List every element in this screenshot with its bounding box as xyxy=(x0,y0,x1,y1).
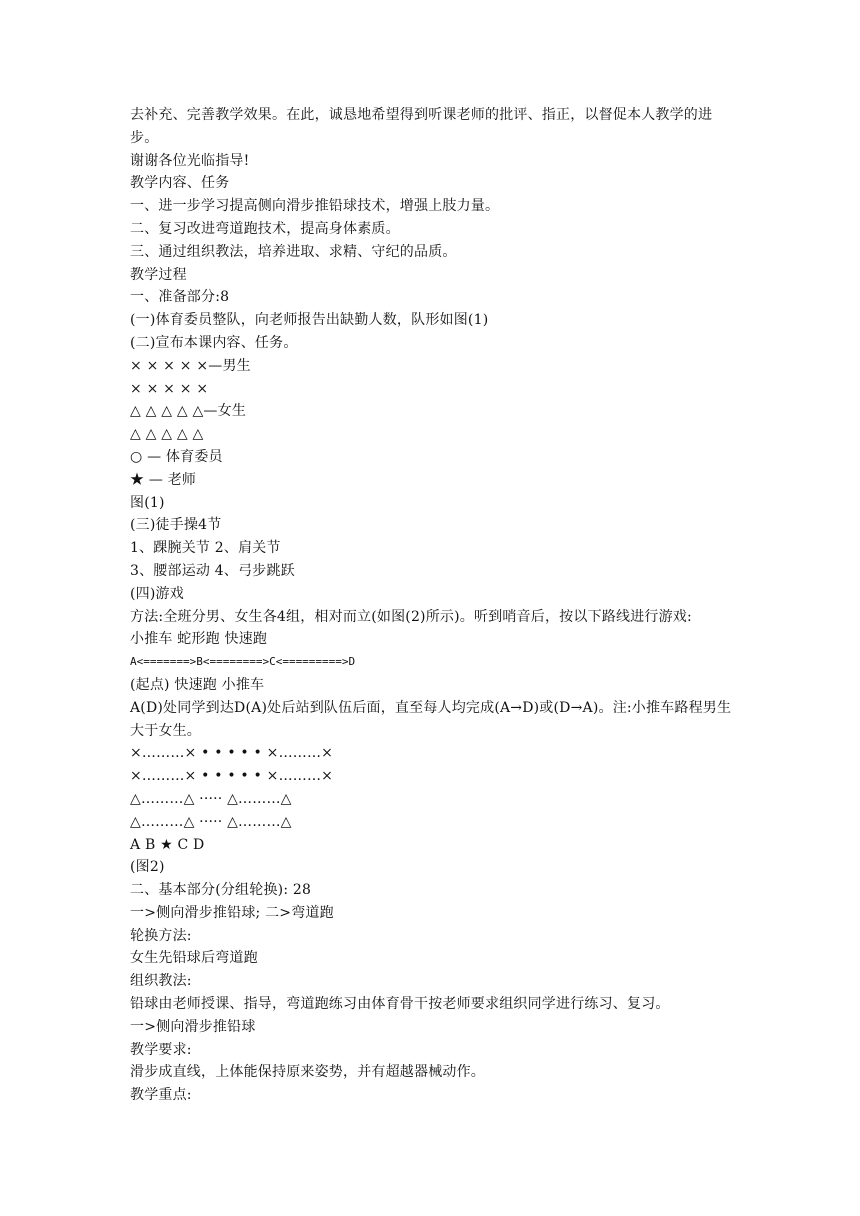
requirements-label: 教学要求: xyxy=(130,1041,192,1058)
organization-label: 组织教法: xyxy=(130,973,192,990)
formation-row-boys-1: × × × × ×—男生 xyxy=(130,357,251,374)
figure-2-caption: (图2) xyxy=(130,859,165,876)
rotation-method-label: 轮换方法: xyxy=(130,927,192,944)
intro-paragraph: 去补充、完善教学效果。在此，诚恳地希望得到听课老师的批评、指正，以督促本人教学的进步。 xyxy=(130,107,713,146)
prep-step-3: (三)徒手操4节 xyxy=(130,517,222,534)
legend-sports-committee: ○ — 体育委员 xyxy=(130,448,223,465)
document-body xyxy=(130,104,740,1107)
prep-step-1: (一)体育委员整队，向老师报告出缺勤人数，队形如图(1) xyxy=(130,312,489,329)
section-basic: 二、基本部分(分组轮换): 28 xyxy=(130,882,312,899)
task-item-1: 一、进一步学习提高侧向滑步推铅球技术，增强上肢力量。 xyxy=(130,198,500,215)
formation-row-boys-2: × × × × × xyxy=(130,380,209,397)
heading-teaching-process: 教学过程 xyxy=(130,266,187,283)
figure-2-row-4: △………△ ····· △………△ xyxy=(130,813,292,830)
section-preparation: 一、准备部分:8 xyxy=(130,289,230,306)
figure-1-caption: 图(1) xyxy=(130,494,165,511)
shot-put-heading: 一>侧向滑步推铅球 xyxy=(130,1018,256,1035)
basic-items: 一>侧向滑步推铅球; 二>弯道跑 xyxy=(130,904,334,921)
exercise-list-1: 1、踝腕关节 2、肩关节 xyxy=(130,540,281,557)
formation-row-girls-1: △ △ △ △ △—女生 xyxy=(130,403,247,420)
figure-2-points: A B ★ C D xyxy=(130,836,205,853)
figure-2-row-2: ×………× • • • • • ×………× xyxy=(130,768,334,785)
route-start-labels: (起点) 快速跑 小推车 xyxy=(130,676,265,693)
figure-2-row-3: △………△ ····· △………△ xyxy=(130,790,292,807)
legend-teacher: ★ — 老师 xyxy=(130,471,197,488)
key-points-label: 教学重点: xyxy=(130,1087,192,1104)
requirements-text: 滑步成直线，上体能保持原来姿势，并有超越器械动作。 xyxy=(130,1064,485,1081)
route-diagram: A<=======>B<========>C<=========>D xyxy=(130,655,356,669)
figure-2-row-1: ×………× • • • • • ×………× xyxy=(130,745,334,762)
organization-text: 铅球由老师授课、指导，弯道跑练习由体育骨干按老师要求组织同学进行练习、复习。 xyxy=(130,996,670,1013)
rotation-method-text: 女生先铅球后弯道跑 xyxy=(130,950,258,967)
game-method: 方法:全班分男、女生各4组，相对而立(如图(2)所示)。听到哨音后，按以下路线进行游戏: xyxy=(130,608,692,625)
exercise-list-2: 3、腰部运动 4、弓步跳跃 xyxy=(130,562,295,579)
task-item-2: 二、复习改进弯道跑技术，提高身体素质。 xyxy=(130,220,400,237)
prep-step-2: (二)宣布本课内容、任务。 xyxy=(130,334,298,351)
task-item-3: 三、通过组织教法，培养进取、求精、守纪的品质。 xyxy=(130,243,457,260)
route-labels: 小推车 蛇形跑 快速跑 xyxy=(130,631,268,648)
game-rule-paragraph: A(D)处同学到达D(A)处后站到队伍后面，直至每人均完成(A→D)或(D→A)。注:小推车路程男生大于女生。 xyxy=(130,699,732,739)
thanks-line: 谢谢各位光临指导! xyxy=(130,152,250,169)
formation-row-girls-2: △ △ △ △ △ xyxy=(130,426,204,443)
prep-step-4: (四)游戏 xyxy=(130,585,184,602)
heading-content-tasks: 教学内容、任务 xyxy=(130,175,230,192)
